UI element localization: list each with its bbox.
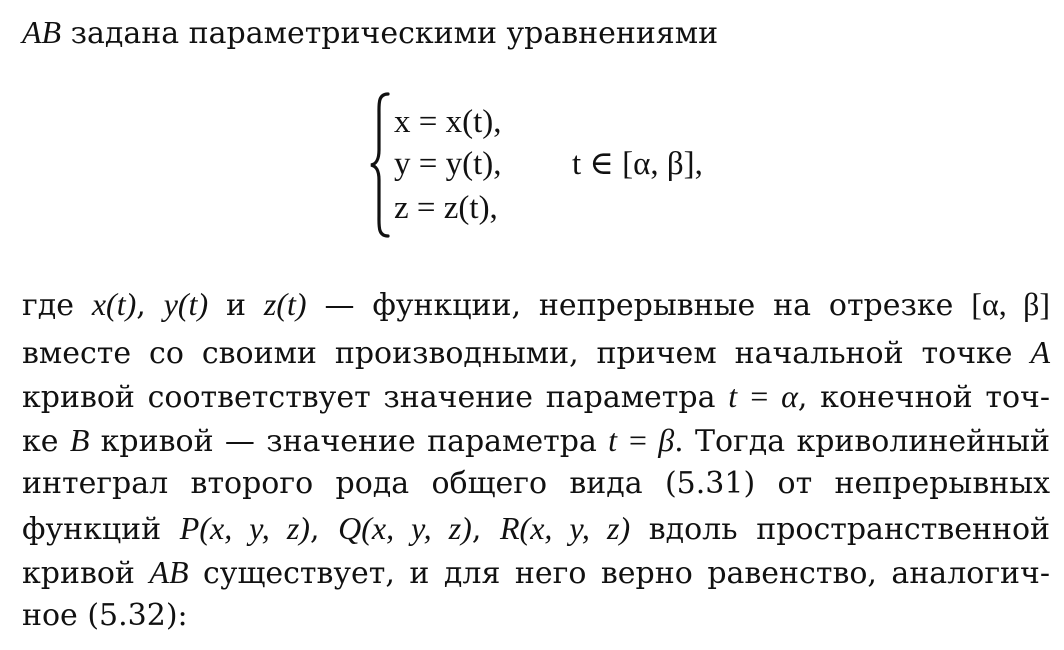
point-b: B — [69, 422, 90, 458]
function-x: x(t) — [91, 286, 137, 322]
paragraph-line-8 — [22, 594, 1050, 638]
paragraph-line-6 — [22, 506, 1050, 552]
equation-y: y = y(t), — [394, 146, 502, 182]
function-p: P(x, y, z) — [179, 510, 310, 546]
text-fragment: где — [22, 288, 92, 323]
left-brace — [368, 90, 392, 240]
function-q: Q(x, y, z) — [338, 510, 472, 546]
text-fragment: ное (5.32): — [22, 598, 188, 633]
function-r: R(x, y, z) — [499, 510, 631, 546]
text-fragment: , — [136, 288, 164, 323]
paragraph-line-2 — [22, 330, 1050, 376]
text-fragment: , — [471, 512, 500, 547]
paragraph-line-3 — [22, 374, 1050, 420]
curve-label: AB — [22, 14, 62, 50]
parameter-range: t ∈ [α, β], — [572, 146, 703, 182]
param-end: t = β — [608, 422, 675, 458]
text-fragment: функций — [22, 512, 180, 547]
param-start: t = α — [728, 378, 798, 414]
curve-label: AB — [149, 554, 189, 590]
segment: [α, β] — [971, 286, 1050, 322]
intro-text: задана параметрическими уравнениями — [61, 16, 719, 51]
paragraph-line-4 — [22, 418, 1050, 464]
equation-x: x = x(t), — [394, 104, 502, 140]
text-fragment: кривой соответствует значение параметра — [22, 380, 729, 415]
text-fragment: — функции, непрерывные на отрезке — [306, 288, 972, 323]
text-fragment: ке — [22, 424, 70, 459]
text-fragment: . Тогда криволинейный — [674, 424, 1051, 459]
function-y: y(t) — [163, 286, 209, 322]
text-fragment: и — [208, 288, 264, 323]
text-fragment: существует, и для него верно равенство, аналогич- — [188, 556, 1050, 591]
point-a: A — [1030, 334, 1050, 370]
equation-system — [368, 90, 788, 240]
text-fragment: кривой — значение параметра — [89, 424, 609, 459]
paragraph-line-1 — [22, 282, 1050, 328]
text-fragment: , — [309, 512, 339, 547]
text-fragment: вдоль пространственной — [630, 512, 1051, 547]
text-fragment: кривой — [22, 556, 150, 591]
intro-line — [22, 10, 1050, 56]
text-fragment: вместе со своими производными, причем начальной точке — [22, 336, 1031, 371]
text-fragment: , конечной точ- — [797, 380, 1050, 415]
paragraph-line-5 — [22, 462, 1050, 506]
equation-z: z = z(t), — [394, 190, 498, 226]
paragraph-line-7 — [22, 550, 1050, 596]
text-fragment: интеграл второго рода общего вида (5.31) от непрерывных — [22, 466, 1050, 501]
function-z: z(t) — [263, 286, 307, 322]
